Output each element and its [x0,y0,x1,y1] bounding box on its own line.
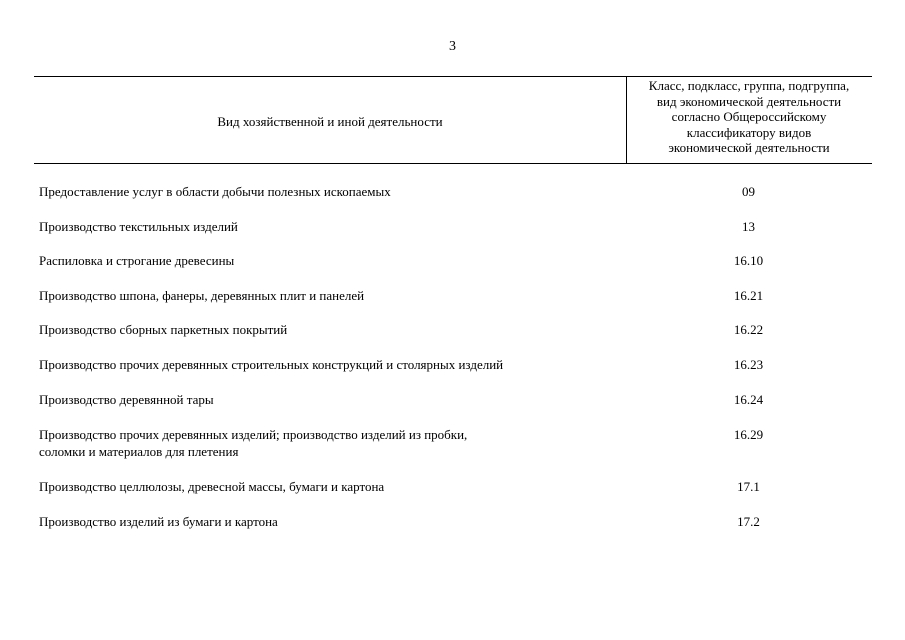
okved-code: 16.29 [733,427,764,442]
activity-line: Предоставление услуг в области добычи полезных ископаемых [39,184,391,199]
header-code-line: Класс, подкласс, группа, подгруппа, [648,78,850,93]
activity-line: Производство текстильных изделий [39,219,238,234]
header-code-line: экономической деятельности [668,140,830,155]
activity-name [39,356,599,373]
activity-name [39,478,599,495]
okved-code: 16.22 [733,322,764,337]
okved-code: 16.23 [733,357,764,372]
okved-code: 16.10 [733,253,764,268]
activity-name [39,513,599,530]
header-activity-label: Вид хозяйственной и иной деятельности [217,114,443,129]
okved-code: 13 [742,219,755,234]
activity-line: Распиловка и строгание древесины [39,253,235,268]
activity-name [39,287,599,304]
activity-line: Производство деревянной тары [39,392,214,407]
activity-name [39,183,599,200]
activity-line: Производство шпона, фанеры, деревянных плит и панелей [39,288,365,303]
header-code-cell [626,77,871,163]
activity-name [39,391,599,408]
okved-code: 16.21 [733,288,764,303]
activity-name [39,321,599,338]
header-code-line: вид экономической деятельности [656,93,842,109]
activity-classification-table [34,76,872,529]
okved-code: 09 [742,184,755,199]
okved-code: 17.2 [737,514,760,529]
okved-code: 16.24 [733,392,764,407]
page-number: 3 [449,39,456,54]
header-code-line: классификатору видов [686,124,812,140]
activity-name [39,218,599,235]
header-code-line: согласно Общероссийскому [671,109,827,124]
activity-line: соломки и материалов для плетения [39,444,239,459]
activity-line: Производство прочих деревянных строительных конструкций и столярных изделий [39,357,504,372]
activity-name [39,252,599,269]
activity-line: Производство сборных паркетных покрытий [39,322,288,337]
table-header [34,76,872,164]
header-activity-cell [34,77,626,163]
activity-line: Производство изделий из бумаги и картона [39,514,278,529]
activity-line: Производство целлюлозы, древесной массы, бумаги и картона [39,479,385,494]
activity-name [39,426,599,460]
okved-code: 17.1 [737,479,760,494]
activity-line: Производство прочих деревянных изделий; производство изделий из пробки, [39,427,468,442]
